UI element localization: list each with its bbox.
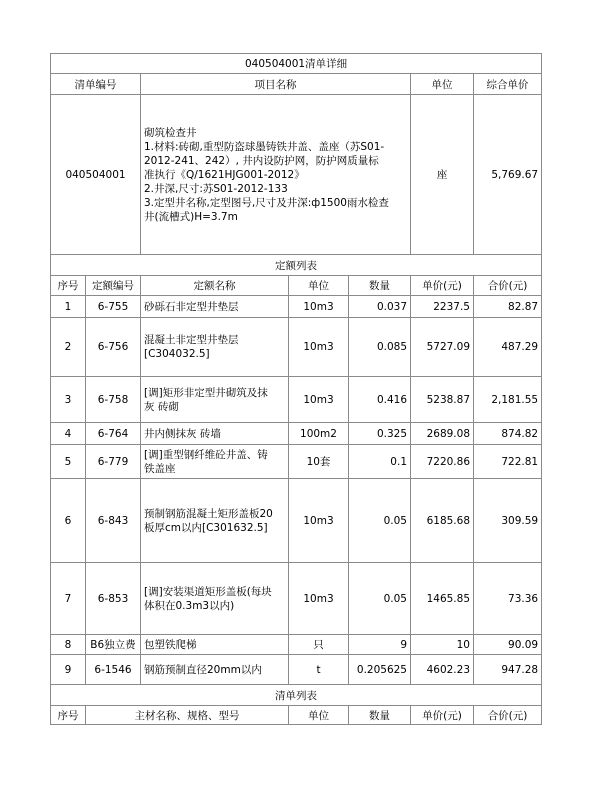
quota-total: 73.36: [474, 563, 542, 635]
quota-row: [51, 423, 542, 445]
quota-header-seq: 序号: [51, 276, 86, 296]
quota-seq: 3: [51, 377, 86, 423]
quota-qty: 0.085: [349, 318, 411, 377]
quota-total: 82.87: [474, 296, 542, 318]
quota-name: [141, 318, 289, 377]
quota-name-line: 预制钢筋混凝土矩形盖板20: [144, 507, 273, 520]
quota-total: 487.29: [474, 318, 542, 377]
item-code: 040504001: [51, 95, 141, 255]
quota-unit: 10套: [289, 445, 349, 479]
quota-unit: 100m2: [289, 423, 349, 445]
quota-total: 947.28: [474, 655, 542, 685]
quota-seq: 6: [51, 479, 86, 563]
quota-price: 2237.5: [411, 296, 474, 318]
list-section-title: 清单列表: [51, 685, 542, 706]
quota-total: 722.81: [474, 445, 542, 479]
item-description-line: 井(流槽式)H=3.7m: [144, 210, 238, 223]
quota-row: [51, 377, 542, 423]
quota-row: [51, 445, 542, 479]
quota-qty: 0.05: [349, 563, 411, 635]
quota-row: [51, 635, 542, 655]
quota-price: 1465.85: [411, 563, 474, 635]
list-header-seq: 序号: [51, 706, 86, 725]
quota-header-price: 单价(元): [411, 276, 474, 296]
item-description-line: 2012-241、242）, 井内设防护网，防护网质量标: [144, 154, 379, 167]
quota-row: [51, 563, 542, 635]
quota-total: 2,181.55: [474, 377, 542, 423]
list-header-unit: 单位: [289, 706, 349, 725]
quota-name-line: [C304032.5]: [144, 348, 210, 360]
list-header-qty: 数量: [349, 706, 411, 725]
quota-code: 6-764: [86, 423, 141, 445]
item-description-line: 砌筑检查井: [144, 126, 197, 139]
quota-name-line: 砂砾石非定型井垫层: [144, 300, 239, 313]
item-description-line: 1.材料:砖砌,重型防盗球墨铸铁井盖、盖座（苏S01-: [144, 140, 385, 153]
quota-total: 90.09: [474, 635, 542, 655]
quota-qty: 0.05: [349, 479, 411, 563]
quota-row: [51, 655, 542, 685]
quota-header-unit: 单位: [289, 276, 349, 296]
quota-unit: t: [289, 655, 349, 685]
quota-unit: 只: [289, 635, 349, 655]
quota-seq: 9: [51, 655, 86, 685]
quota-unit: 10m3: [289, 479, 349, 563]
quota-header-name: 定额名称: [141, 276, 289, 296]
quota-name-line: 体积在0.3m3以内): [144, 599, 235, 612]
quota-name: [141, 423, 289, 445]
quota-code: 6-779: [86, 445, 141, 479]
quota-name: [141, 377, 289, 423]
table-title: 040504001清单详细: [51, 54, 542, 74]
quota-code: 6-853: [86, 563, 141, 635]
quota-name: [141, 296, 289, 318]
quota-row: [51, 318, 542, 377]
quota-code: 6-843: [86, 479, 141, 563]
header-name: 项目名称: [141, 74, 411, 95]
quota-name-line: 包塑铁爬梯: [144, 638, 197, 651]
quota-seq: 8: [51, 635, 86, 655]
quota-name-line: [调]安装渠道矩形盖板(每块: [144, 585, 272, 598]
quota-unit: 10m3: [289, 377, 349, 423]
quota-qty: 0.416: [349, 377, 411, 423]
item-description: [141, 95, 411, 255]
quota-row: [51, 479, 542, 563]
quota-code: 6-755: [86, 296, 141, 318]
item-price: 5,769.67: [474, 95, 542, 255]
quota-name: [141, 445, 289, 479]
quota-name-line: 井内侧抹灰 砖墙: [144, 427, 221, 440]
bill-detail-table: [50, 53, 542, 725]
quota-price: 2689.08: [411, 423, 474, 445]
list-header-name: 主材名称、规格、型号: [86, 706, 289, 725]
quota-seq: 4: [51, 423, 86, 445]
quota-code: 6-756: [86, 318, 141, 377]
quota-header-total: 合价(元): [474, 276, 542, 296]
list-header-total: 合价(元): [474, 706, 542, 725]
quota-price: 5238.87: [411, 377, 474, 423]
quota-qty: 0.1: [349, 445, 411, 479]
quota-code: 6-1546: [86, 655, 141, 685]
quota-qty: 0.325: [349, 423, 411, 445]
quota-seq: 1: [51, 296, 86, 318]
quota-name: [141, 635, 289, 655]
quota-code: 6-758: [86, 377, 141, 423]
header-unit: 单位: [411, 74, 474, 95]
quota-total: 874.82: [474, 423, 542, 445]
list-header-price: 单价(元): [411, 706, 474, 725]
quota-name-line: 钢筋预制直径20mm以内: [144, 663, 262, 676]
quota-name-line: [调]矩形非定型井砌筑及抹: [144, 386, 268, 399]
quota-qty: 9: [349, 635, 411, 655]
quota-price: 6185.68: [411, 479, 474, 563]
quota-price: 7220.86: [411, 445, 474, 479]
quota-header-qty: 数量: [349, 276, 411, 296]
quota-seq: 7: [51, 563, 86, 635]
quota-name-line: 混凝土非定型井垫层: [144, 334, 239, 346]
quota-name: [141, 563, 289, 635]
quota-header-code: 定额编号: [86, 276, 141, 296]
quota-price: 5727.09: [411, 318, 474, 377]
quota-unit: 10m3: [289, 563, 349, 635]
quota-name-line: [调]重型钢纤维砼井盖、铸: [144, 448, 268, 461]
quota-qty: 0.037: [349, 296, 411, 318]
quota-name: [141, 479, 289, 563]
quota-unit: 10m3: [289, 318, 349, 377]
quota-price: 4602.23: [411, 655, 474, 685]
quota-qty: 0.205625: [349, 655, 411, 685]
quota-section-title: 定额列表: [51, 255, 542, 276]
quota-name-line: 灰 砖砌: [144, 400, 179, 413]
quota-total: 309.59: [474, 479, 542, 563]
quota-unit: 10m3: [289, 296, 349, 318]
item-description-line: 3.定型井名称,定型图号,尺寸及井深:ф1500雨水检查: [144, 196, 389, 209]
quota-name: [141, 655, 289, 685]
item-description-line: 准执行《Q/1621HJG001-2012》: [144, 168, 305, 181]
quota-seq: 2: [51, 318, 86, 377]
quota-seq: 5: [51, 445, 86, 479]
header-code: 清单编号: [51, 74, 141, 95]
quota-name-line: 铁盖座: [144, 462, 176, 475]
quota-code: B6独立费: [86, 635, 141, 655]
item-unit: 座: [411, 95, 474, 255]
quota-price: 10: [411, 635, 474, 655]
item-description-line: 2.井深,尺寸:苏S01-2012-133: [144, 182, 288, 195]
quota-row: [51, 296, 542, 318]
quota-name-line: 板厚cm以内[C301632.5]: [144, 521, 268, 534]
header-price: 综合单价: [474, 74, 542, 95]
